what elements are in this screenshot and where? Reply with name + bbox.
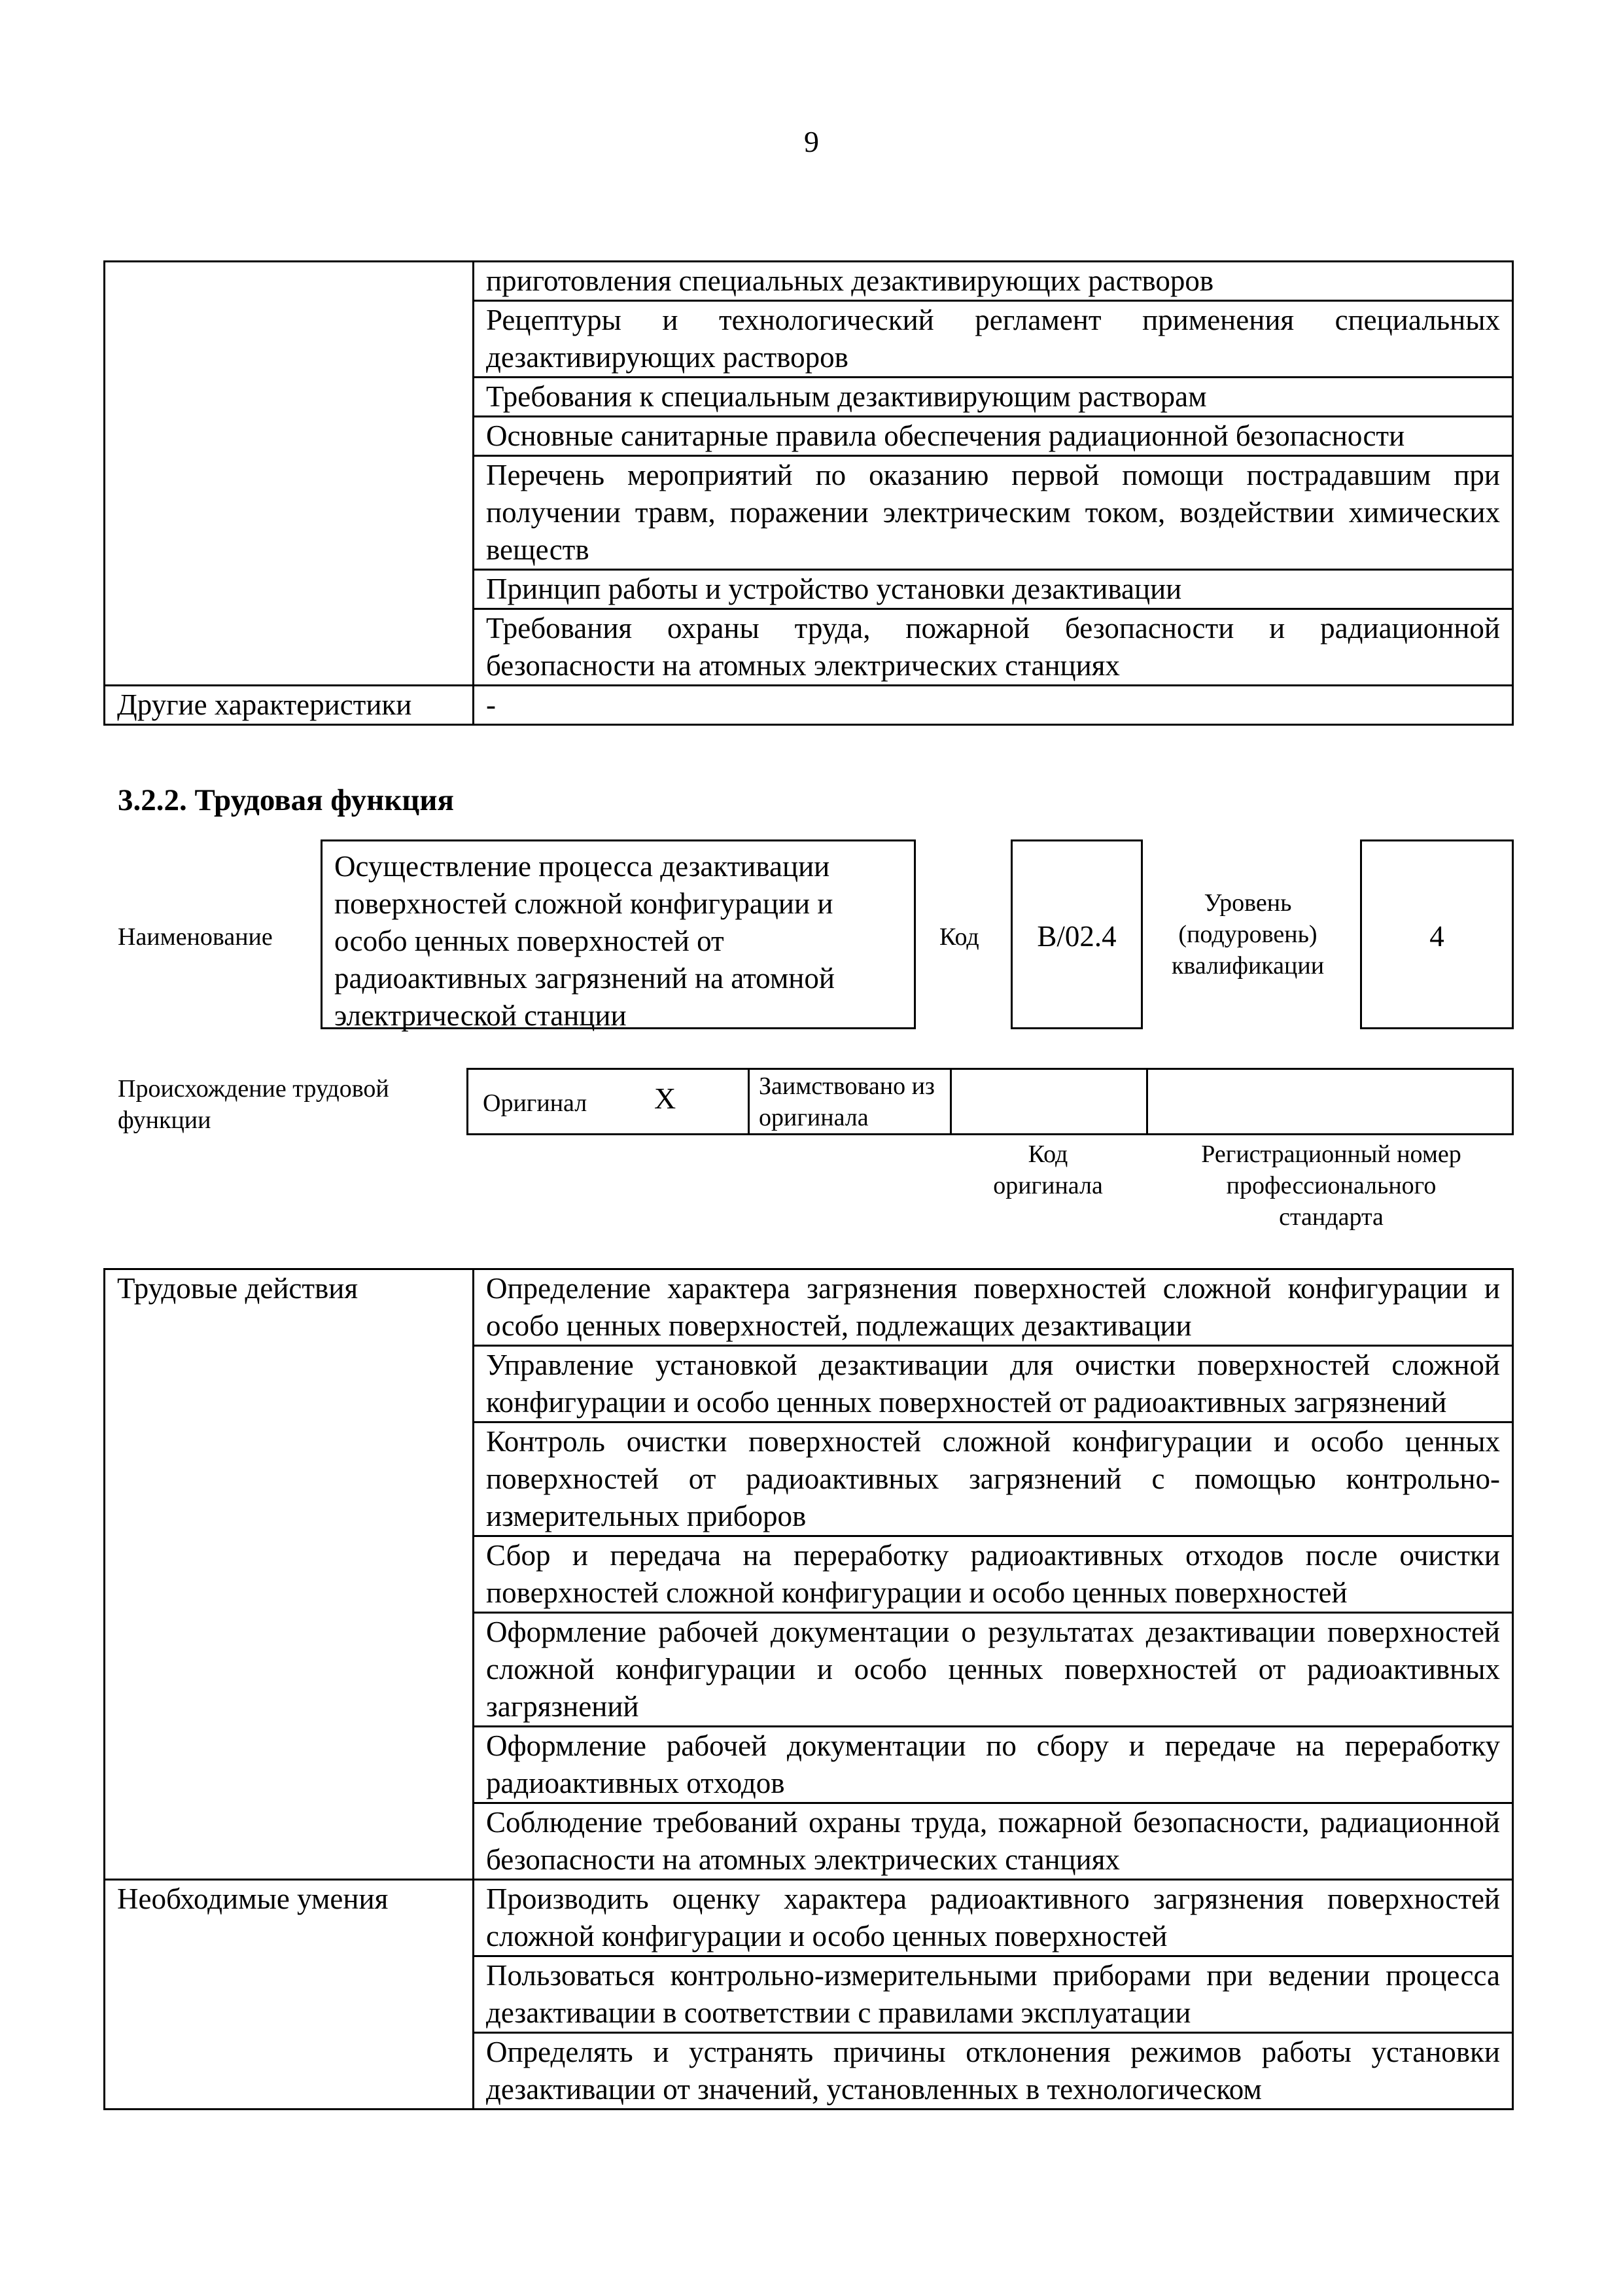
table-cell: Принцип работы и устройство установки дезактивации	[474, 570, 1513, 609]
level-value: 4	[1429, 920, 1444, 953]
table-row	[105, 686, 1513, 725]
table-cell: Сбор и передача на переработку радиоактивных отходов после очистки поверхностей сложной конфигурации и особо ценных поверхностей	[474, 1536, 1513, 1613]
name-label: Наименование	[118, 923, 273, 951]
knowledge-table	[103, 260, 1514, 726]
table-cell: Контроль очистки поверхностей сложной конфигурации и особо ценных поверхностей от радиоактивных загрязнений с помощью контрольно-измерительных приборов	[474, 1422, 1513, 1536]
table-cell: Пользоваться контрольно-измерительными приборами при ведении процесса дезактивации в соответствии с правилами эксплуатации	[474, 1956, 1513, 2033]
table-cell: Рецептуры и технологический регламент применения специальных дезактивирующих растворов	[474, 301, 1513, 378]
origin-mark: X	[654, 1082, 676, 1115]
skills-label: Необходимые умения	[105, 1880, 474, 2110]
origin-label: Происхождение трудовой функции	[118, 1075, 389, 1134]
function-name-box	[321, 839, 916, 1032]
table-cell: Основные санитарные правила обеспечения радиационной безопасности	[474, 417, 1513, 456]
table-cell: Определение характера загрязнения поверхностей сложной конфигурации и особо ценных поверхностей, подлежащих дезактивации	[474, 1269, 1513, 1346]
reg-caption: Регистрационный номер профессионального стандарта	[1201, 1140, 1461, 1231]
table-cell: приготовления специальных дезактивирующих растворов	[474, 262, 1513, 301]
table-cell: Производить оценку характера радиоактивного загрязнения поверхностей сложной конфигурации и особо ценных поверхностей	[474, 1880, 1513, 1956]
other-characteristics-label: Другие характеристики	[105, 686, 474, 725]
table-cell: Соблюдение требований охраны труда, пожарной безопасности, радиационной безопасности на атомных электрических станциях	[474, 1803, 1513, 1880]
code-value: B/02.4	[1037, 920, 1117, 953]
origin-original: Оригинал	[483, 1089, 587, 1117]
level-box	[1360, 839, 1514, 1029]
table-cell: Перечень мероприятий по оказанию первой помощи пострадавшим при получении травм, поражении электрическим током, воздействии химических веществ	[474, 456, 1513, 570]
origin-box	[466, 1068, 1514, 1135]
table-cell: Требования к специальным дезактивирующим растворам	[474, 378, 1513, 417]
level-label: Уровень (подуровень) квалификации	[1171, 889, 1325, 980]
table-cell: Управление установкой дезактивации для очистки поверхностей сложной конфигурации и особо ценных поверхностей от радиоактивных загрязнений	[474, 1346, 1513, 1422]
code-box	[1011, 839, 1143, 1029]
other-characteristics-value: -	[474, 686, 1513, 725]
origin-borrowed: Заимствовано из оригинала	[759, 1072, 935, 1131]
table-cell: Оформление рабочей документации по сбору и передаче на переработку радиоактивных отходов	[474, 1727, 1513, 1803]
divider	[950, 1068, 952, 1135]
divider	[748, 1068, 750, 1135]
code-caption: Код оригинала	[993, 1140, 1103, 1199]
section-title: 3.2.2. Трудовая функция	[118, 783, 454, 817]
table-row	[105, 1880, 1513, 1956]
table-cell: Определять и устранять причины отклонения режимов работы установки дезактивации от значений, установленных в технологическом	[474, 2033, 1513, 2110]
label-cell-empty	[105, 262, 474, 686]
function-name: Осуществление процесса дезактивации поверхностей сложной конфигурации и особо ценных поверхностей от радиоактивных загрязнений на атомной электрической станции	[334, 850, 835, 1032]
table-cell: Оформление рабочей документации о результатах дезактивации поверхностей сложной конфигурации и особо ценных поверхностей от радиоактивных загрязнений	[474, 1613, 1513, 1727]
table-row	[105, 1269, 1513, 1346]
table-cell: Требования охраны труда, пожарной безопасности и радиационной безопасности на атомных электрических станциях	[474, 609, 1513, 686]
labor-actions-table	[103, 1268, 1514, 2110]
actions-label: Трудовые действия	[105, 1269, 474, 1880]
table-row	[105, 262, 1513, 301]
page-number: 9	[804, 125, 819, 158]
code-label: Код	[939, 923, 979, 951]
divider	[1146, 1068, 1148, 1135]
